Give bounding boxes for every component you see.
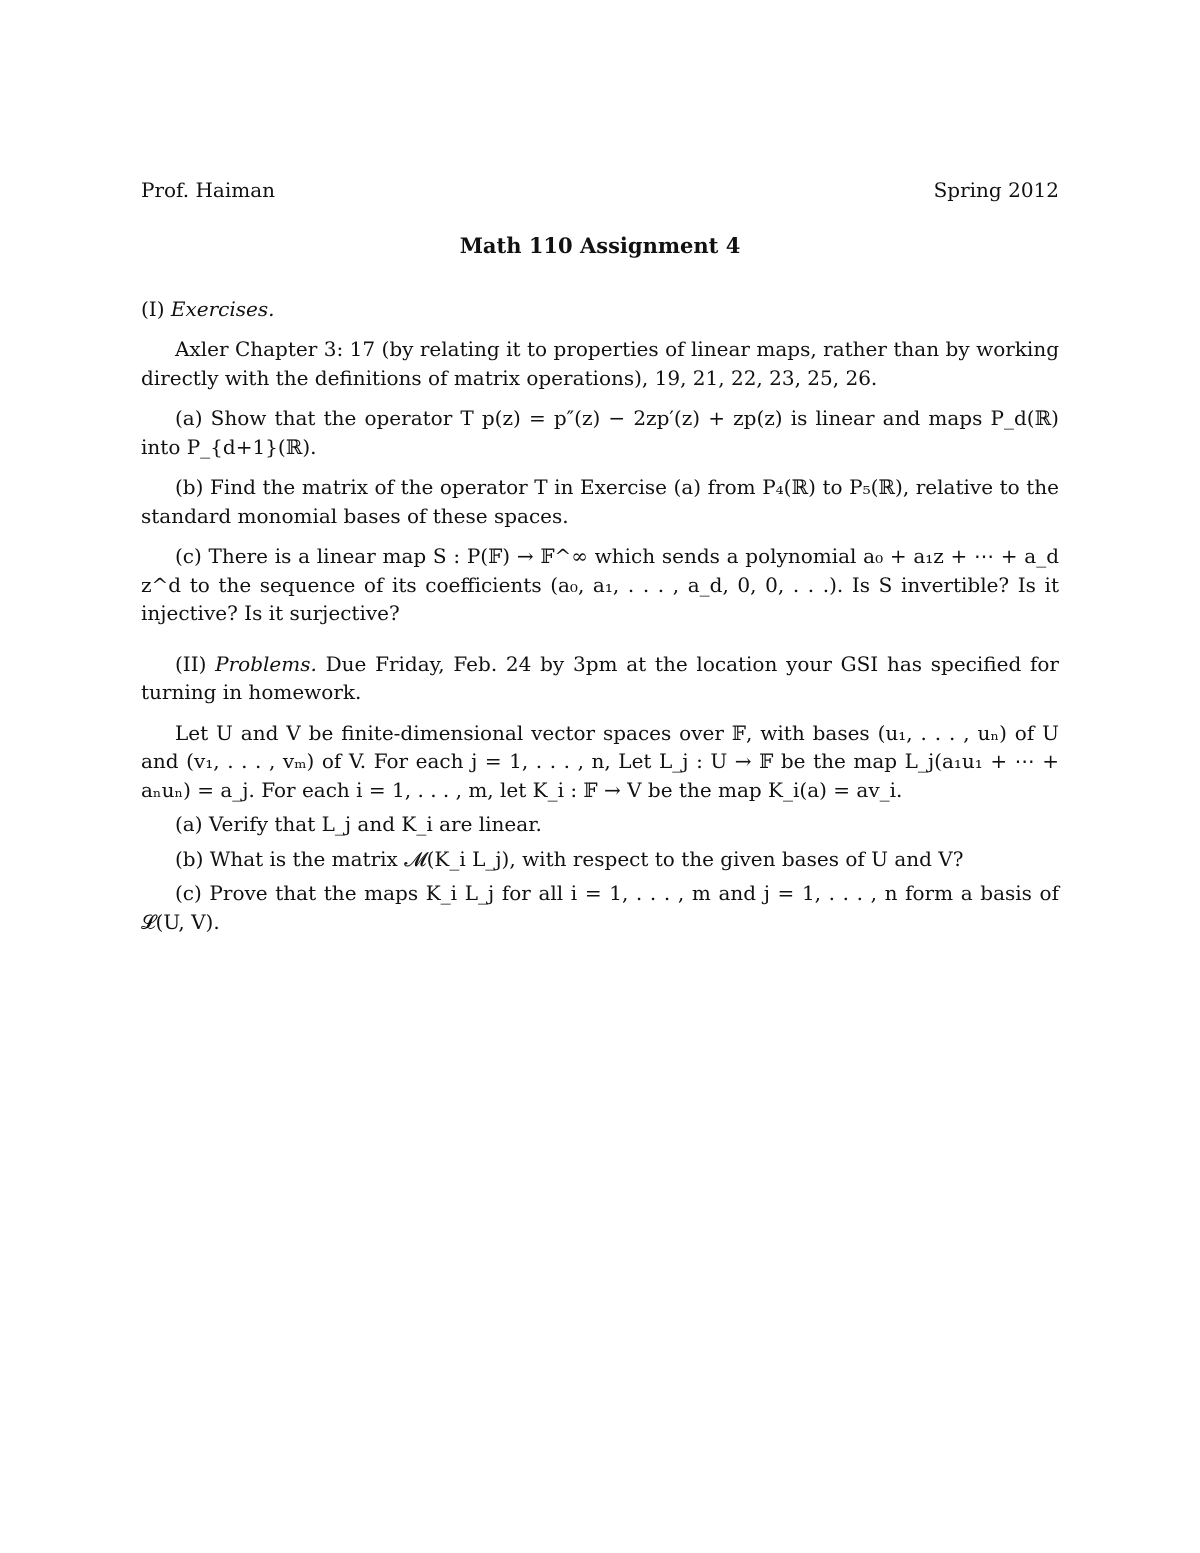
exercises-section-label [141, 295, 1059, 324]
problems-intro [141, 650, 1059, 707]
page-title: Math 110 Assignment 4 [459, 233, 741, 258]
exercise-a: (a) Show that the operator T p(z) = p″(z) − 2zp′(z) + zp(z) is linear and maps P_d(ℝ) into P_{d+1}(ℝ). [141, 406, 1059, 459]
exercise-axler: Axler Chapter 3: 17 (by relating it to properties of linear maps, rather than by working directly with the definitions of matrix operations), 19, 21, 22, 23, 25, 26. [141, 337, 1059, 390]
exercises-numeral: (I) [141, 296, 165, 321]
problem-b: (b) What is the matrix 𝓜(K_i L_j), with respect to the given bases of U and V? [175, 846, 964, 871]
instructor-name: Prof. Haiman [141, 178, 275, 202]
semester: Spring 2012 [933, 178, 1059, 202]
problem-c: (c) Prove that the maps K_i L_j for all i = 1, . . . , m and j = 1, . . . , n form a basis of 𝓛(U, V). [141, 881, 1059, 934]
problem-setup: Let U and V be finite-dimensional vector spaces over 𝔽, with bases (u₁, . . . , uₙ) of U and (v₁, . . . , vₘ) of V. For each j = 1, . . . , n, Let L_j : U → 𝔽 be the map L_j(a₁u₁ + ⋯ + aₙuₙ) = a_j. For each i = 1, . . . , m, let K_i : 𝔽 → V be the map K_i(a) = av_i. [141, 720, 1059, 802]
exercise-b: (b) Find the matrix of the operator T in Exercise (a) from P₄(ℝ) to P₅(ℝ), relative to the standard monomial bases of these spaces. [141, 475, 1059, 528]
problem-a: (a) Verify that L_j and K_i are linear. [175, 812, 542, 836]
problems-due: Due Friday, Feb. 24 by 3pm at the location your GSI has specified for turning in homework. [141, 651, 1059, 704]
problems-numeral: (II) [175, 651, 207, 676]
problems-heading: Problems. [215, 651, 317, 676]
exercise-c: (c) There is a linear map S : P(𝔽) → 𝔽^∞ which sends a polynomial a₀ + a₁z + ⋯ + a_d z^d to the sequence of its coefficients (a₀, a₁, . . . , a_d, 0, 0, . . .). Is S invertible? Is it injective? Is it surjective? [141, 544, 1059, 625]
page-header [141, 176, 1059, 210]
document-page [141, 176, 1059, 942]
exercises-heading: Exercises. [170, 296, 275, 321]
